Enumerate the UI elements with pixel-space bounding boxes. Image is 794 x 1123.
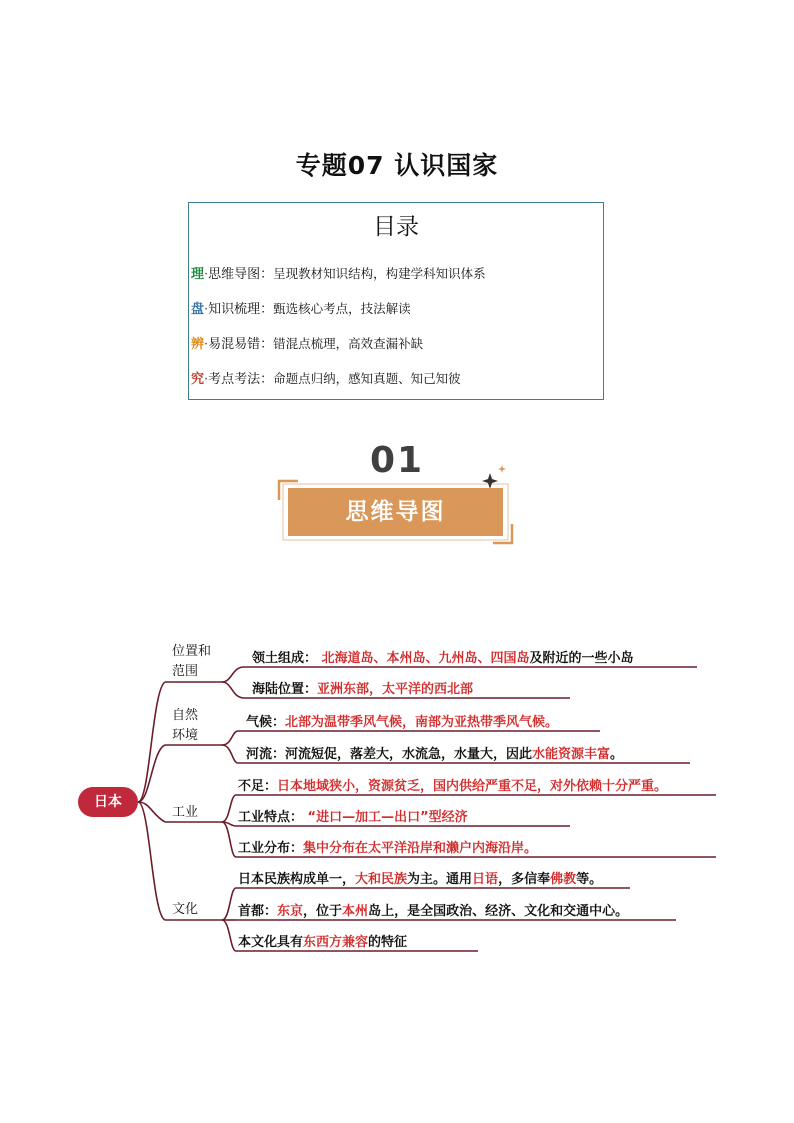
leaf-climate [246,711,558,730]
highlight-text: “进口—加工—出口”型经济 [307,810,468,825]
leaf-text: ，多信奉 [498,872,551,887]
toc-heading: 目录 [373,214,419,240]
leaf-text: 河流：河流短促，落差大，水流急，水量大，因此 [246,747,533,762]
branch-label-culture: 文化 [172,902,199,917]
page-title: 专题07 认识国家 [295,151,499,180]
highlight-text: 日语 [472,872,499,887]
branch-label-nature: 自然 环境 [172,708,199,743]
toc-item[interactable]: 究·考点考法：命题点归纳，感知真题、知己知彼 [191,371,461,387]
leaf-sea-land-position [252,678,473,697]
leaf-culture-feature [238,931,407,950]
leaf-text: 领土组成： [252,651,322,666]
leaf-text: 工业特点： [238,810,308,825]
toc-item-tag: 理 [191,267,205,282]
leaf-text: 岛上，是全国政治、经济、文化和交通中心。 [368,904,629,919]
leaf-text: 气候： [246,715,286,730]
branch-label-industry: 工业 [172,805,199,820]
highlight-text: 日本地域狭小，资源贫乏，国内供给严重不足，对外依赖十分严重。 [277,779,668,794]
toc-item-desc: 命题点归纳，感知真题、知己知彼 [273,371,461,386]
highlight-text: 东西方兼容 [303,935,369,950]
leaf-text: ，位于 [303,904,343,919]
highlight-text: 水能资源丰富 [532,747,611,762]
highlight-text: 亚洲东部，太平洋的西北部 [317,682,474,697]
section-number: 01 [369,440,425,481]
highlight-text: 北部为温带季风气候，南部为亚热带季风气候。 [285,715,559,730]
toc-item-desc: 呈现教材知识结构，构建学科知识体系 [273,266,486,281]
toc-item-tag: 究 [191,372,205,387]
leaf-text: 工业分布： [238,841,304,856]
highlight-text: 大和民族 [355,872,408,887]
leaf-text: 海陆位置： [252,682,318,697]
leaf-text: 。 [610,747,624,762]
leaf-rivers [246,743,623,762]
toc-item[interactable]: 盘·知识梳理：甄选核心考点，技法解读 [191,301,411,317]
leaf-industry-distribution [238,837,537,856]
leaf-text: 的特征 [368,935,408,950]
mindmap-root: 日本 [78,787,138,817]
toc-item[interactable]: 理·思维导图：呈现教材知识结构，构建学科知识体系 [191,266,486,282]
leaf-territory [252,647,634,666]
toc-item-tag: 辨 [191,337,205,352]
leaf-text: 及附近的一些小岛 [529,651,634,666]
toc-item-tag: 盘 [191,302,205,317]
toc-item[interactable]: 辨·易混易错：错混点梳理，高效查漏补缺 [191,336,424,352]
leaf-text: 日本民族构成单一， [238,872,356,887]
leaf-text: 不足： [238,779,278,794]
highlight-text: 本州 [342,904,369,919]
leaf-text: 首都： [238,904,278,919]
leaf-shortage [238,775,667,794]
leaf-text: 本文化具有 [238,935,304,950]
leaf-text: 等。 [576,872,603,887]
leaf-ethnicity-language [238,868,602,887]
leaf-capital [238,900,628,919]
toc-item-desc: 错混点梳理，高效查漏补缺 [273,336,424,351]
toc-item-name: 思维导图： [208,267,274,282]
toc-item-name: 考点考法： [208,372,274,387]
toc-item-desc: 甄选核心考点，技法解读 [273,301,411,316]
section-banner: 思维导图 [288,488,503,536]
highlight-text: 北海道岛、本州岛、九州岛、四国岛 [321,651,530,666]
toc-item-name: 知识梳理： [208,302,274,317]
highlight-text: 东京 [277,904,304,919]
branch-label-location: 位置和 范围 [172,644,212,679]
highlight-text: 集中分布在太平洋沿岸和濑户内海沿岸。 [303,841,538,856]
highlight-text: 佛教 [550,872,577,887]
leaf-text: 为主。通用 [407,872,473,887]
leaf-industry-feature [238,806,468,825]
toc-item-name: 易混易错： [208,337,274,352]
